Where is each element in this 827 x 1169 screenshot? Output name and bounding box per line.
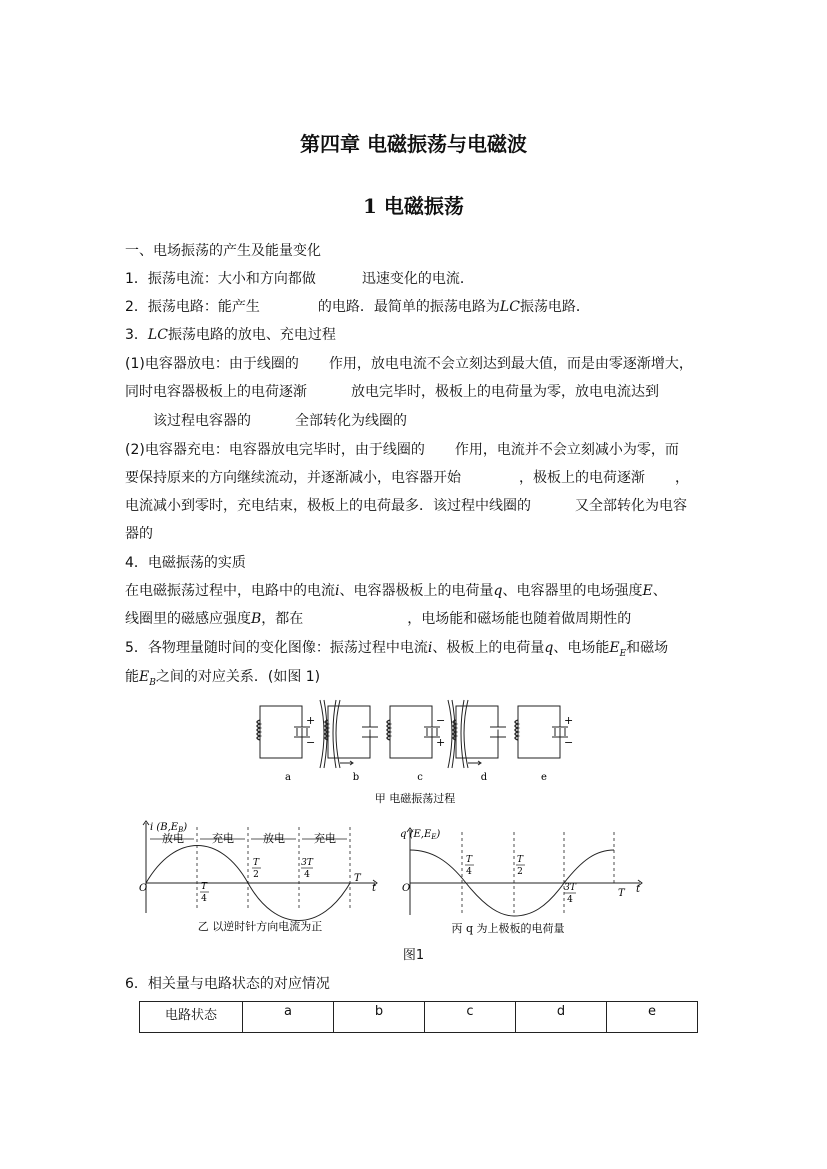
charge-text-3a: 电流减小到零时，充电结束，极板上的电荷最多．该过程中线圈的 [125,498,531,514]
bing-t-label: t [636,884,641,895]
tick-T4-den: 4 [201,894,207,904]
table-header-cell: b [334,1002,425,1033]
bing-tick-3T4-den: 4 [567,895,573,905]
item-4-heading: 4．电磁振荡的实质 [125,555,246,571]
section-heading: 一、电场振荡的产生及能量变化 [125,243,321,259]
item-3-lc: LC [147,327,168,343]
table-header-cell: d [516,1002,607,1033]
essence-text-1a: 在电磁振荡过程中，电路中的电流 [125,583,335,599]
item-5-symbol-EB-sub: B [149,677,156,688]
discharge-text-2b: 放电完毕时，极板上的电荷量为零，放电电流达到 [351,384,659,400]
charge-text-3b: 又全部转化为电容 [575,498,687,514]
item-2-lc: LC [499,299,520,315]
item-1 [125,269,474,289]
table-row [140,1002,698,1033]
charge-text-2a: 要保持原来的方向继续流动，并逐渐减小，电容器开始 [125,470,461,486]
discharge-text-2a: 同时电容器极板上的电荷逐渐 [125,384,307,400]
circuit-a [257,706,312,758]
plus-sign: + [436,736,446,749]
item-3-text: 振荡电路的放电、充电过程 [167,327,336,343]
item-5-text-1d: 和磁场 [626,640,669,656]
circuit-e [515,706,570,758]
bing-tick-3T4-num: 3T [564,883,576,893]
circuit-b [320,700,380,768]
table-header-cell: e [607,1002,698,1033]
charge-line-2 [125,468,689,488]
current-graph [130,813,390,938]
plus-sign: + [564,714,574,727]
item-5-text-1b: 、极板上的电荷量 [432,640,545,656]
charge-line-1 [125,440,679,460]
figure-caption: 图1 [402,948,425,963]
yi-t-label: t [372,883,377,894]
minus-sign: − [436,714,446,727]
circuit-label-e: e [541,772,547,783]
symbol-E: E [642,583,653,599]
tick-3T4-num: 3T [301,858,313,868]
item-5-line-1 [125,638,668,664]
circuit-c [387,706,442,758]
essence-text-2b: ，都在 [261,611,304,627]
item-5-symbol-i: i [427,640,433,656]
item-5-text-2a: 能 [125,669,139,685]
circuit-d [448,700,508,768]
yi-origin: O [139,883,148,894]
item-5-line-2 [125,667,320,693]
table-header-cell: c [425,1002,516,1033]
symbol-i: i [335,583,340,599]
discharge-line-3 [153,411,407,431]
item-1-text-b: 迅速变化的电流． [361,271,474,287]
charge-text-2b: ，极板上的电荷逐渐 [519,470,645,486]
charge-line-4: 器的 [125,526,153,542]
discharge-line-1 [125,354,693,374]
bing-tick-T4-num: T [465,855,473,865]
bing-axis-label: q $(E,E_E)$ [400,829,441,841]
tick-3T4-den: 4 [304,870,310,880]
item-2 [125,297,590,317]
item-5-symbol-EE-sub: E [619,648,627,659]
circuit-label-d: d [480,772,488,783]
essence-text-1b: 、电容器极板上的电荷量 [339,583,494,599]
bing-tick-T4-den: 4 [466,867,472,877]
discharge-text-3b: 全部转化为线圈的 [295,413,407,429]
minus-sign: − [306,736,316,749]
oscillation-circuits-figure [240,694,590,809]
discharge-text-1a: (1)电容器放电：由于线圈的 [125,356,299,372]
minus-sign: − [564,736,574,749]
circuit-state-table [139,1001,698,1033]
bing-origin: O [402,883,411,894]
figure-yi-caption: 乙 以逆时针方向电流为正 [197,920,323,933]
charge-text-1b: 作用，电流并不会立刻减小为零，而 [454,442,679,458]
bing-tick-T2-num: T [516,855,524,865]
essence-text-2a: 线圈里的磁感应强度 [125,611,251,627]
item-5-text-1c: 、电场能 [553,640,610,656]
circuit-label-b: b [352,772,360,783]
circuit-label-a: a [285,772,291,783]
item-5-symbol-EE: E [609,640,620,656]
tick-T4-num: T [200,882,208,892]
item-6-heading: 6．相关量与电路状态的对应情况 [125,976,330,992]
discharge-text-1b: 作用，放电电流不会立刻达到最大值，而是由零逐渐增大， [328,356,693,372]
phase-label-1: 放电 [162,832,184,845]
plus-sign: + [306,714,316,727]
charge-text-1a: (2)电容器充电：电容器放电完毕时，由于线圈的 [125,442,425,458]
figure-jia-caption: 甲 电磁振荡过程 [374,792,456,805]
yi-axis-label: i $(B,E_B)$ [150,822,188,834]
tick-T: T [354,873,361,884]
item-2-text-b: 的电路．最简单的振荡电路为 [317,299,500,315]
item-2-text-a: 2．振荡电路：能产生 [125,299,260,315]
bing-tick-T2-den: 2 [517,867,523,877]
essence-text-1d: 、 [652,583,667,599]
phase-label-4: 充电 [314,832,336,845]
figure-bing-caption: 丙 q 为上极板的电荷量 [451,922,565,935]
discharge-text-3a: 该过程电容器的 [153,413,251,429]
essence-text-2c: ，电场能和磁场能也随着做周期性的 [407,611,632,627]
essence-line-1 [125,581,667,601]
item-5-symbol-q: q [544,640,554,656]
essence-text-1c: 、电容器里的电场强度 [502,583,643,599]
tick-T2-num: T [252,858,260,868]
table-header-cell: a [243,1002,334,1033]
tick-T2-den: 2 [253,870,259,880]
item-5-text-1a: 5．各物理量随时间的变化图像：振荡过程中电流 [125,640,428,656]
charge-text-2c: ， [675,470,689,486]
item-5-text-2b: 之间的对应关系．(如图 1) [155,669,321,685]
symbol-B: B [251,611,262,627]
charge-line-3 [125,496,687,516]
section-title: 1 电磁振荡 [363,194,464,218]
table-header-cell: 电路状态 [140,1002,243,1033]
charge-graph [396,820,646,938]
item-2-text-c: 振荡电路． [519,299,590,315]
item-3 [125,325,336,345]
phase-label-2: 充电 [212,832,234,845]
item-3-num: 3． [125,327,148,343]
bing-tick-T: T [618,888,625,899]
phase-label-3: 放电 [263,832,285,845]
chapter-title: 第四章 电磁振荡与电磁波 [300,132,527,156]
circuit-label-c: c [417,772,423,783]
item-5-symbol-EB: E [139,669,150,685]
essence-line-2 [125,609,631,629]
symbol-q: q [493,583,503,599]
discharge-line-2 [125,382,659,402]
item-1-text-a: 1．振荡电流：大小和方向都做 [125,271,316,287]
